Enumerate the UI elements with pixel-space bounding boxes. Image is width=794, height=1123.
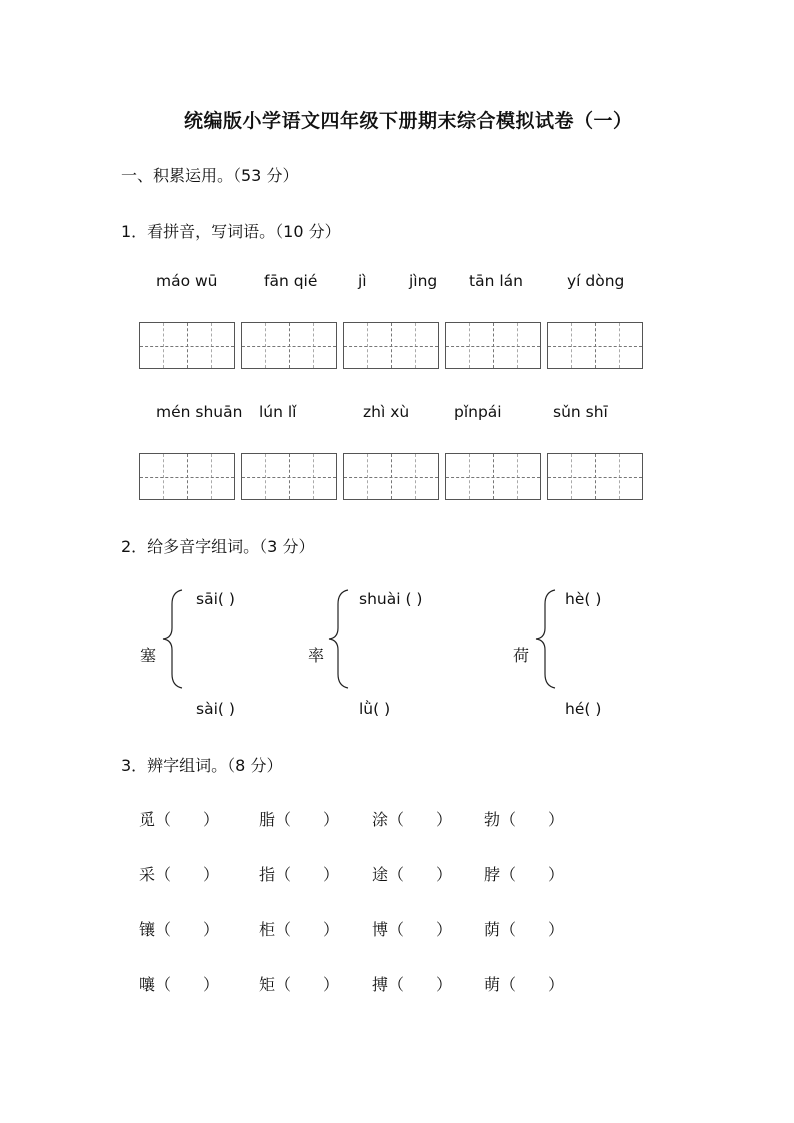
writing-box[interactable] <box>343 453 439 500</box>
pinyin-2-2: lún lǐ <box>259 403 297 421</box>
word-item[interactable]: 柜（ ） <box>259 920 340 939</box>
polyphone-top[interactable]: hè( ) <box>565 590 602 608</box>
pinyin-2-5: sǔn shī <box>553 403 608 421</box>
writing-box[interactable] <box>445 322 541 369</box>
pinyin-2-3: zhì xù <box>363 403 410 421</box>
pinyin-2-1: mén shuān <box>156 403 243 421</box>
writing-box[interactable] <box>241 322 337 369</box>
pinyin-1-5: yí dòng <box>567 272 625 290</box>
polyphone-char: 率 <box>308 646 325 665</box>
polyphone-top[interactable]: sāi( ) <box>196 590 235 608</box>
writing-box[interactable] <box>139 322 235 369</box>
question-2-heading: 2．给多音字组词。（3 分） <box>121 537 315 556</box>
word-item[interactable]: 荫（ ） <box>484 920 565 939</box>
polyphone-bottom[interactable]: lǜ( ) <box>359 700 391 718</box>
word-item[interactable]: 途（ ） <box>372 865 453 884</box>
brace-icon <box>160 588 186 690</box>
word-item[interactable]: 脂（ ） <box>259 810 340 829</box>
pinyin-1-3b: jìng <box>409 272 438 290</box>
writing-box[interactable] <box>241 453 337 500</box>
polyphone-char: 荷 <box>513 646 530 665</box>
polyphone-char: 塞 <box>140 646 157 665</box>
brace-icon <box>533 588 559 690</box>
word-item[interactable]: 涂（ ） <box>372 810 453 829</box>
word-item[interactable]: 矩（ ） <box>259 975 340 994</box>
pinyin-1-4: tān lán <box>469 272 523 290</box>
brace-icon <box>326 588 352 690</box>
polyphone-bottom[interactable]: hé( ) <box>565 700 602 718</box>
pinyin-2-4: pǐnpái <box>454 403 502 421</box>
word-item[interactable]: 采（ ） <box>139 865 220 884</box>
word-item[interactable]: 博（ ） <box>372 920 453 939</box>
writing-box[interactable] <box>139 453 235 500</box>
word-item[interactable]: 觅（ ） <box>139 810 220 829</box>
word-item[interactable]: 脖（ ） <box>484 865 565 884</box>
question-1-heading: 1．看拼音，写词语。（10 分） <box>121 222 341 241</box>
writing-box[interactable] <box>547 322 643 369</box>
word-item[interactable]: 搏（ ） <box>372 975 453 994</box>
polyphone-bottom[interactable]: sài( ) <box>196 700 235 718</box>
word-item[interactable]: 勃（ ） <box>484 810 565 829</box>
polyphone-top[interactable]: shuài ( ) <box>359 590 423 608</box>
writing-box[interactable] <box>445 453 541 500</box>
pinyin-1-2: fān qié <box>264 272 318 290</box>
question-3-heading: 3．辨字组词。（8 分） <box>121 756 283 775</box>
pinyin-1-3a: jì <box>358 272 367 290</box>
word-item[interactable]: 嚷（ ） <box>139 975 220 994</box>
word-item[interactable]: 指（ ） <box>259 865 340 884</box>
word-item[interactable]: 镶（ ） <box>139 920 220 939</box>
section-heading: 一、积累运用。（53 分） <box>121 166 299 185</box>
pinyin-1-1: máo wū <box>156 272 218 290</box>
page-title: 统编版小学语文四年级下册期末综合模拟试卷（一） <box>184 110 633 132</box>
writing-box[interactable] <box>343 322 439 369</box>
word-item[interactable]: 萌（ ） <box>484 975 565 994</box>
writing-box[interactable] <box>547 453 643 500</box>
